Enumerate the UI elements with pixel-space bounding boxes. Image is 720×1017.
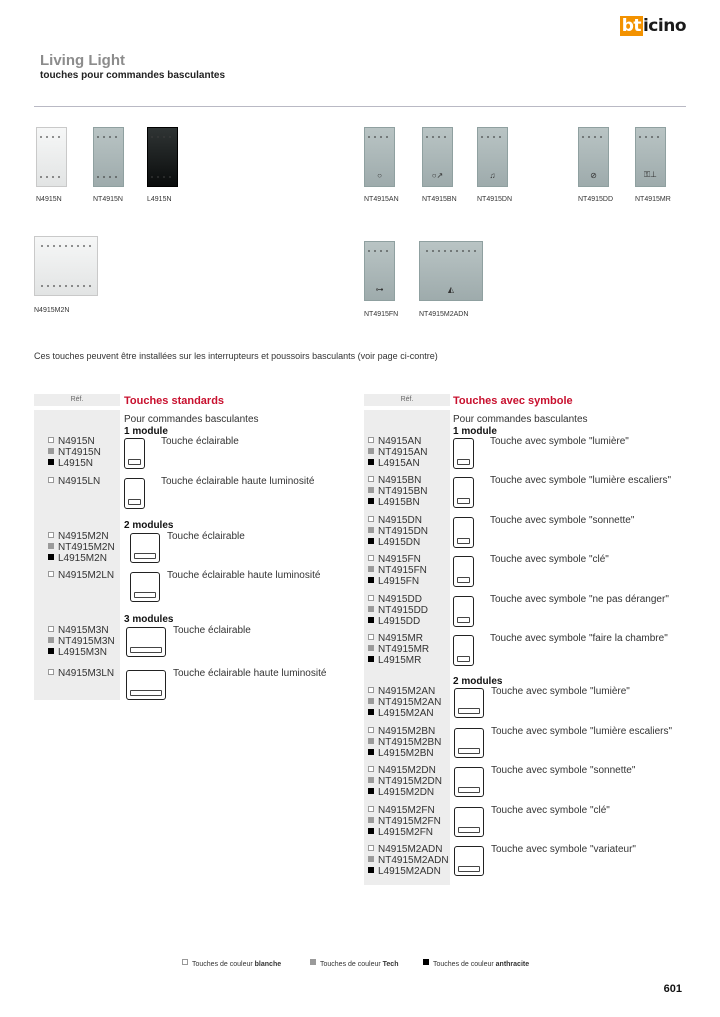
ref-code-text: L4915BN xyxy=(378,497,420,508)
ref-code-text: N4915DD xyxy=(378,594,422,605)
ref-code xyxy=(368,787,434,798)
section-subtitle-symbol: Pour commandes basculantes xyxy=(453,414,588,425)
legend-item xyxy=(182,959,281,968)
keycap-pictogram-icon xyxy=(453,556,474,587)
ref-code xyxy=(48,636,115,647)
ref-code-text: NT4915DN xyxy=(378,526,429,537)
finish-swatch-icon xyxy=(48,626,54,632)
ref-code-text: N4915M3LN xyxy=(58,668,115,679)
module-heading: 2 modules xyxy=(124,520,174,531)
keycap-pictogram-icon xyxy=(126,627,166,657)
finish-swatch-icon xyxy=(182,959,188,965)
ref-code-text: N4915LN xyxy=(58,476,101,487)
ref-code-text: L4915AN xyxy=(378,458,420,469)
ref-code xyxy=(368,726,435,737)
product-plate-n4915m2n xyxy=(34,236,98,296)
ref-code xyxy=(368,576,419,587)
plate-led-strip xyxy=(151,176,174,178)
product-plate-l4915n xyxy=(147,127,178,187)
bticino-logo: bt icino xyxy=(621,16,686,36)
ref-code xyxy=(368,565,427,576)
product-label: L4915N xyxy=(147,196,172,203)
ref-code xyxy=(368,686,435,697)
finish-swatch-icon xyxy=(368,867,374,873)
ref-code xyxy=(368,844,442,855)
finish-swatch-icon xyxy=(368,538,374,544)
finish-swatch-icon xyxy=(368,845,374,851)
page-title: Living Light xyxy=(40,52,125,69)
ref-header-symbol: Réf. xyxy=(364,394,450,406)
finish-swatch-icon xyxy=(368,738,374,744)
module-heading: 1 module xyxy=(453,426,497,437)
product-label: NT4915M2ADN xyxy=(419,311,469,318)
ref-code-text: L4915N xyxy=(58,458,94,469)
product-plate-nt4915bn xyxy=(422,127,453,187)
finish-swatch-icon xyxy=(423,959,429,965)
ref-code-text: N4915FN xyxy=(378,554,421,565)
keycap-pictogram-icon xyxy=(454,688,484,718)
intro-text: Ces touches peuvent être installées sur les interrupteurs et poussoirs basculants (voir page ci-contre) xyxy=(34,351,438,361)
ref-code-text: L4915M2BN xyxy=(378,748,434,759)
ref-code xyxy=(368,616,420,627)
ref-code xyxy=(368,594,422,605)
keycap-pictogram-icon xyxy=(124,478,145,509)
ref-code xyxy=(368,644,429,655)
ref-code-text: L4915M3N xyxy=(58,647,107,658)
finish-swatch-icon xyxy=(368,777,374,783)
module-heading: 3 modules xyxy=(124,614,174,625)
product-label: NT4915AN xyxy=(364,196,399,203)
keycap-pictogram-icon xyxy=(454,767,484,797)
legend-item xyxy=(423,959,529,968)
module-heading: 2 modules xyxy=(453,676,503,687)
ref-code-text: L4915MR xyxy=(378,655,422,666)
finish-swatch-icon xyxy=(48,571,54,577)
ref-code-text: N4915M2AN xyxy=(378,686,436,697)
ref-code xyxy=(368,748,434,759)
finish-swatch-icon xyxy=(368,656,374,662)
plate-led-strip xyxy=(97,176,120,178)
ref-code-text: NT4915MR xyxy=(378,644,430,655)
ref-code xyxy=(48,436,95,447)
ref-code xyxy=(368,633,423,644)
ref-code xyxy=(368,708,434,719)
product-description: Touche éclairable haute luminosité xyxy=(173,668,327,679)
finish-swatch-icon xyxy=(48,532,54,538)
product-description: Touche éclairable haute luminosité xyxy=(167,570,321,581)
keycap-pictogram-icon xyxy=(454,728,484,758)
finish-swatch-icon xyxy=(368,749,374,755)
finish-swatch-icon xyxy=(368,476,374,482)
finish-swatch-icon xyxy=(368,595,374,601)
product-description: Touche avec symbole "lumière escaliers" xyxy=(491,726,673,737)
plate-led-strip xyxy=(582,136,605,138)
plate-symbol-icon: ⊶ xyxy=(375,285,384,294)
product-plate-n4915n xyxy=(36,127,67,187)
plate-led-strip xyxy=(426,136,449,138)
ref-code xyxy=(368,805,435,816)
finish-swatch-icon xyxy=(368,498,374,504)
legend-item xyxy=(310,959,398,968)
ref-code-text: N4915M3N xyxy=(58,625,109,636)
finish-swatch-icon xyxy=(368,817,374,823)
finish-swatch-icon xyxy=(368,856,374,862)
finish-swatch-icon xyxy=(368,634,374,640)
keycap-pictogram-icon xyxy=(130,533,160,563)
ref-code-text: N4915M2ADN xyxy=(378,844,443,855)
keycap-pictogram-icon xyxy=(453,635,474,666)
product-label: NT4915MR xyxy=(635,196,671,203)
product-description: Touche éclairable xyxy=(161,436,239,447)
product-description: Touche éclairable xyxy=(173,625,251,636)
finish-swatch-icon xyxy=(48,648,54,654)
product-description: Touche avec symbole "ne pas déranger" xyxy=(490,594,669,605)
ref-code xyxy=(368,855,449,866)
finish-swatch-icon xyxy=(368,645,374,651)
keycap-pictogram-icon xyxy=(126,670,166,700)
finish-swatch-icon xyxy=(48,637,54,643)
ref-code-text: NT4915M2ADN xyxy=(378,855,449,866)
finish-swatch-icon xyxy=(48,437,54,443)
plate-led-strip xyxy=(426,250,476,252)
plate-led-strip xyxy=(41,245,91,247)
keycap-pictogram-icon xyxy=(454,807,484,837)
product-label: NT4915FN xyxy=(364,311,399,318)
ref-code xyxy=(368,605,428,616)
finish-swatch-icon xyxy=(368,788,374,794)
ref-code xyxy=(368,537,420,548)
legend-color-name: blanche xyxy=(254,961,282,968)
finish-swatch-icon xyxy=(368,555,374,561)
plate-symbol-icon: ♫ xyxy=(489,171,496,180)
ref-code-text: L4915DD xyxy=(378,616,421,627)
ref-code xyxy=(48,531,109,542)
ref-code xyxy=(48,668,114,679)
product-label: N4915M2N xyxy=(34,307,70,314)
ref-code-text: NT4915M3N xyxy=(58,636,115,647)
ref-code-text: N4915MR xyxy=(378,633,424,644)
ref-code-text: L4915M2FN xyxy=(378,827,434,838)
plate-symbol-icon: ⊘ xyxy=(590,171,597,180)
keycap-pictogram-icon xyxy=(453,596,474,627)
ref-code xyxy=(48,542,115,553)
legend-text: Touches de couleur xyxy=(433,961,496,968)
product-plate-nt4915fn xyxy=(364,241,395,301)
ref-code xyxy=(368,776,442,787)
plate-led-strip xyxy=(368,250,391,252)
plate-led-strip xyxy=(368,136,391,138)
ref-code-text: N4915M2DN xyxy=(378,765,436,776)
ref-code-text: L4915DN xyxy=(378,537,421,548)
ref-code-text: NT4915BN xyxy=(378,486,428,497)
ref-code-text: L4915M2N xyxy=(58,553,107,564)
keycap-pictogram-icon xyxy=(130,572,160,602)
product-plate-nt4915n xyxy=(93,127,124,187)
finish-swatch-icon xyxy=(368,437,374,443)
finish-swatch-icon xyxy=(368,487,374,493)
ref-code-text: N4915DN xyxy=(378,515,422,526)
ref-code xyxy=(368,816,441,827)
product-plate-nt4915an xyxy=(364,127,395,187)
plate-led-strip xyxy=(40,176,63,178)
finish-swatch-icon xyxy=(48,459,54,465)
product-plate-nt4915m2adn xyxy=(419,241,483,301)
finish-swatch-icon xyxy=(368,766,374,772)
keycap-pictogram-icon xyxy=(453,517,474,548)
finish-swatch-icon xyxy=(368,516,374,522)
finish-swatch-icon xyxy=(368,566,374,572)
finish-swatch-icon xyxy=(368,577,374,583)
product-plate-nt4915mr xyxy=(635,127,666,187)
ref-code-text: N4915N xyxy=(58,436,95,447)
plate-symbol-icon: ⚿⊥ xyxy=(643,170,658,179)
finish-swatch-icon xyxy=(48,477,54,483)
finish-swatch-icon xyxy=(368,617,374,623)
finish-swatch-icon xyxy=(368,606,374,612)
product-plate-nt4915dn xyxy=(477,127,508,187)
product-description: Touche avec symbole "sonnette" xyxy=(491,765,636,776)
ref-header-standard: Réf. xyxy=(34,394,120,406)
finish-swatch-icon xyxy=(368,459,374,465)
plate-symbol-icon: ○↗ xyxy=(431,171,444,180)
plate-led-strip xyxy=(151,136,174,138)
ref-code xyxy=(368,765,436,776)
ref-code-text: N4915AN xyxy=(378,436,422,447)
finish-swatch-icon xyxy=(368,698,374,704)
ref-code xyxy=(368,554,421,565)
section-title-symbol: Touches avec symbole xyxy=(453,395,573,407)
ref-code xyxy=(368,526,428,537)
ref-code-text: N4915M2N xyxy=(58,531,109,542)
ref-code-text: N4915BN xyxy=(378,475,422,486)
ref-code-text: NT4915M2FN xyxy=(378,816,441,827)
product-description: Touche avec symbole "clé" xyxy=(490,554,609,565)
finish-swatch-icon xyxy=(368,806,374,812)
ref-code-text: NT4915M2AN xyxy=(378,697,442,708)
ref-code xyxy=(48,647,107,658)
section-title-standard: Touches standards xyxy=(124,395,225,407)
finish-swatch-icon xyxy=(368,727,374,733)
ref-code-text: L4915M2DN xyxy=(378,787,435,798)
ref-code-text: NT4915M2DN xyxy=(378,776,442,787)
ref-code-text: L4915FN xyxy=(378,576,420,587)
ref-code xyxy=(368,475,421,486)
product-description: Touche avec symbole "lumière" xyxy=(490,436,629,447)
product-label: NT4915N xyxy=(93,196,123,203)
module-heading: 1 module xyxy=(124,426,168,437)
product-label: NT4915DD xyxy=(578,196,614,203)
ref-code-text: NT4915M2N xyxy=(58,542,115,553)
ref-code-text: L4915M2ADN xyxy=(378,866,441,877)
product-description: Touche éclairable haute luminosité xyxy=(161,476,315,487)
finish-swatch-icon xyxy=(368,709,374,715)
ref-code xyxy=(368,827,433,838)
product-description: Touche avec symbole "faire la chambre" xyxy=(490,633,668,644)
finish-swatch-icon xyxy=(368,687,374,693)
product-label: NT4915BN xyxy=(422,196,457,203)
product-plate-nt4915dd xyxy=(578,127,609,187)
ref-code-text: N4915M2LN xyxy=(58,570,115,581)
ref-code-text: NT4915FN xyxy=(378,565,427,576)
page-number: 601 xyxy=(663,983,682,995)
ref-code xyxy=(48,476,100,487)
finish-swatch-icon xyxy=(368,527,374,533)
finish-swatch-icon xyxy=(48,554,54,560)
ref-code xyxy=(48,570,114,581)
legend-text: Touches de couleur xyxy=(192,961,255,968)
ref-code xyxy=(368,737,441,748)
product-description: Touche avec symbole "clé" xyxy=(491,805,610,816)
finish-swatch-icon xyxy=(368,828,374,834)
ref-code-text: N4915M2BN xyxy=(378,726,436,737)
legend-color-name: Tech xyxy=(382,961,399,968)
ref-code xyxy=(48,458,93,469)
ref-code xyxy=(368,515,422,526)
plate-led-strip xyxy=(639,136,662,138)
page-subtitle: touches pour commandes basculantes xyxy=(40,70,226,81)
finish-swatch-icon xyxy=(48,543,54,549)
ref-code xyxy=(368,697,441,708)
finish-swatch-icon xyxy=(368,448,374,454)
product-label: NT4915DN xyxy=(477,196,513,203)
ref-code xyxy=(368,655,421,666)
keycap-pictogram-icon xyxy=(453,438,474,469)
finish-swatch-icon xyxy=(310,959,316,965)
plate-led-strip xyxy=(481,136,504,138)
ref-code xyxy=(48,447,101,458)
ref-code-text: N4915M2FN xyxy=(378,805,435,816)
legend-color-name: anthracite xyxy=(495,961,530,968)
product-description: Touche éclairable xyxy=(167,531,245,542)
product-description: Touche avec symbole "lumière escaliers" xyxy=(490,475,672,486)
finish-swatch-icon xyxy=(48,669,54,675)
finish-swatch-icon xyxy=(48,448,54,454)
ref-code-text: NT4915DD xyxy=(378,605,429,616)
plate-led-strip xyxy=(40,136,63,138)
keycap-pictogram-icon xyxy=(124,438,145,469)
ref-code-text: NT4915AN xyxy=(378,447,428,458)
product-description: Touche avec symbole "sonnette" xyxy=(490,515,635,526)
keycap-pictogram-icon xyxy=(454,846,484,876)
plate-led-strip xyxy=(97,136,120,138)
product-label: N4915N xyxy=(36,196,62,203)
plate-symbol-icon: ◭ xyxy=(447,285,455,294)
ref-code-text: NT4915M2BN xyxy=(378,737,442,748)
ref-code xyxy=(368,447,427,458)
ref-code xyxy=(48,553,107,564)
keycap-pictogram-icon xyxy=(453,477,474,508)
ref-code xyxy=(368,486,427,497)
plate-led-strip xyxy=(41,285,91,287)
ref-code xyxy=(48,625,109,636)
header-divider xyxy=(34,106,686,107)
ref-code xyxy=(368,458,420,469)
ref-code-text: NT4915N xyxy=(58,447,101,458)
ref-code xyxy=(368,866,441,877)
product-description: Touche avec symbole "variateur" xyxy=(491,844,636,855)
legend-text: Touches de couleur xyxy=(320,961,383,968)
ref-code xyxy=(368,497,420,508)
plate-symbol-icon: ○ xyxy=(377,171,382,180)
product-description: Touche avec symbole "lumière" xyxy=(491,686,630,697)
ref-code xyxy=(368,436,421,447)
section-subtitle-standard: Pour commandes basculantes xyxy=(124,414,259,425)
ref-code-text: L4915M2AN xyxy=(378,708,434,719)
